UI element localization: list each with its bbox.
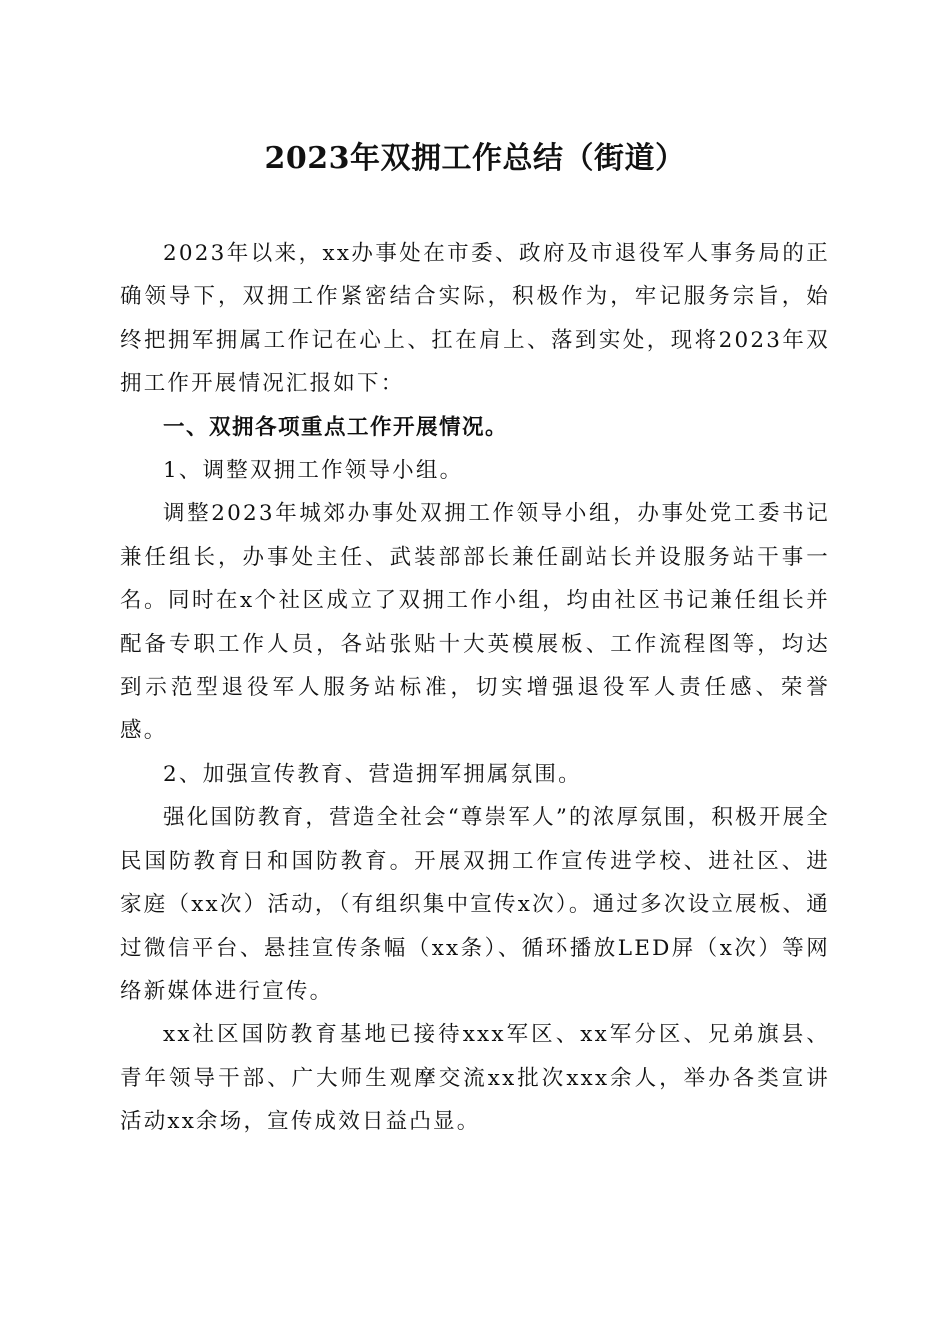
intro-paragraph: 2023年以来，xx办事处在市委、政府及市退役军人事务局的正确领导下，双拥工作紧密结合实际，积极作为，牢记服务宗旨，始终把拥军拥属工作记在心上、扛在肩上、落到实处，现将2023年双拥工作开展情况汇报如下： (120, 241, 830, 397)
body-paragraph-2: 强化国防教育，营造全社会“尊崇军人”的浓厚氛围，积极开展全民国防教育日和国防教育。开展双拥工作宣传进学校、进社区、进家庭（xx次）活动，（有组织集中宣传x次）。通过多次设立展板、通过微信平台、悬挂宣传条幅（xx条）、循环播放LED屏（x次）等网络新媒体进行宣传。 (120, 805, 830, 1004)
body-paragraph-3: xx社区国防教育基地已接待xxx军区、xx军分区、兄弟旗县、青年领导干部、广大师生观摩交流xx批次xxx余人，举办各类宣讲活动xx余场，宣传成效日益凸显。 (120, 1022, 830, 1135)
section-heading-1: 一、双拥各项重点工作开展情况。 (163, 414, 509, 440)
subheading-1: 1、调整双拥工作领导小组。 (163, 458, 464, 484)
body-paragraph-1: 调整2023年城郊办事处双拥工作领导小组，办事处党工委书记兼任组长，办事处主任、武装部部长兼任副站长并设服务站干事一名。同时在x个社区成立了双拥工作小组，均由社区书记兼任组长并配备专职工作人员，各站张贴十大英模展板、工作流程图等，均达到示范型退役军人服务站标准，切实增强退役军人责任感、荣誉感。 (120, 501, 830, 744)
document-body (120, 232, 830, 1144)
subheading-2: 2、加强宣传教育、营造拥军拥属氛围。 (163, 761, 582, 787)
document-title: 2023年双拥工作总结（街道） (264, 141, 686, 176)
